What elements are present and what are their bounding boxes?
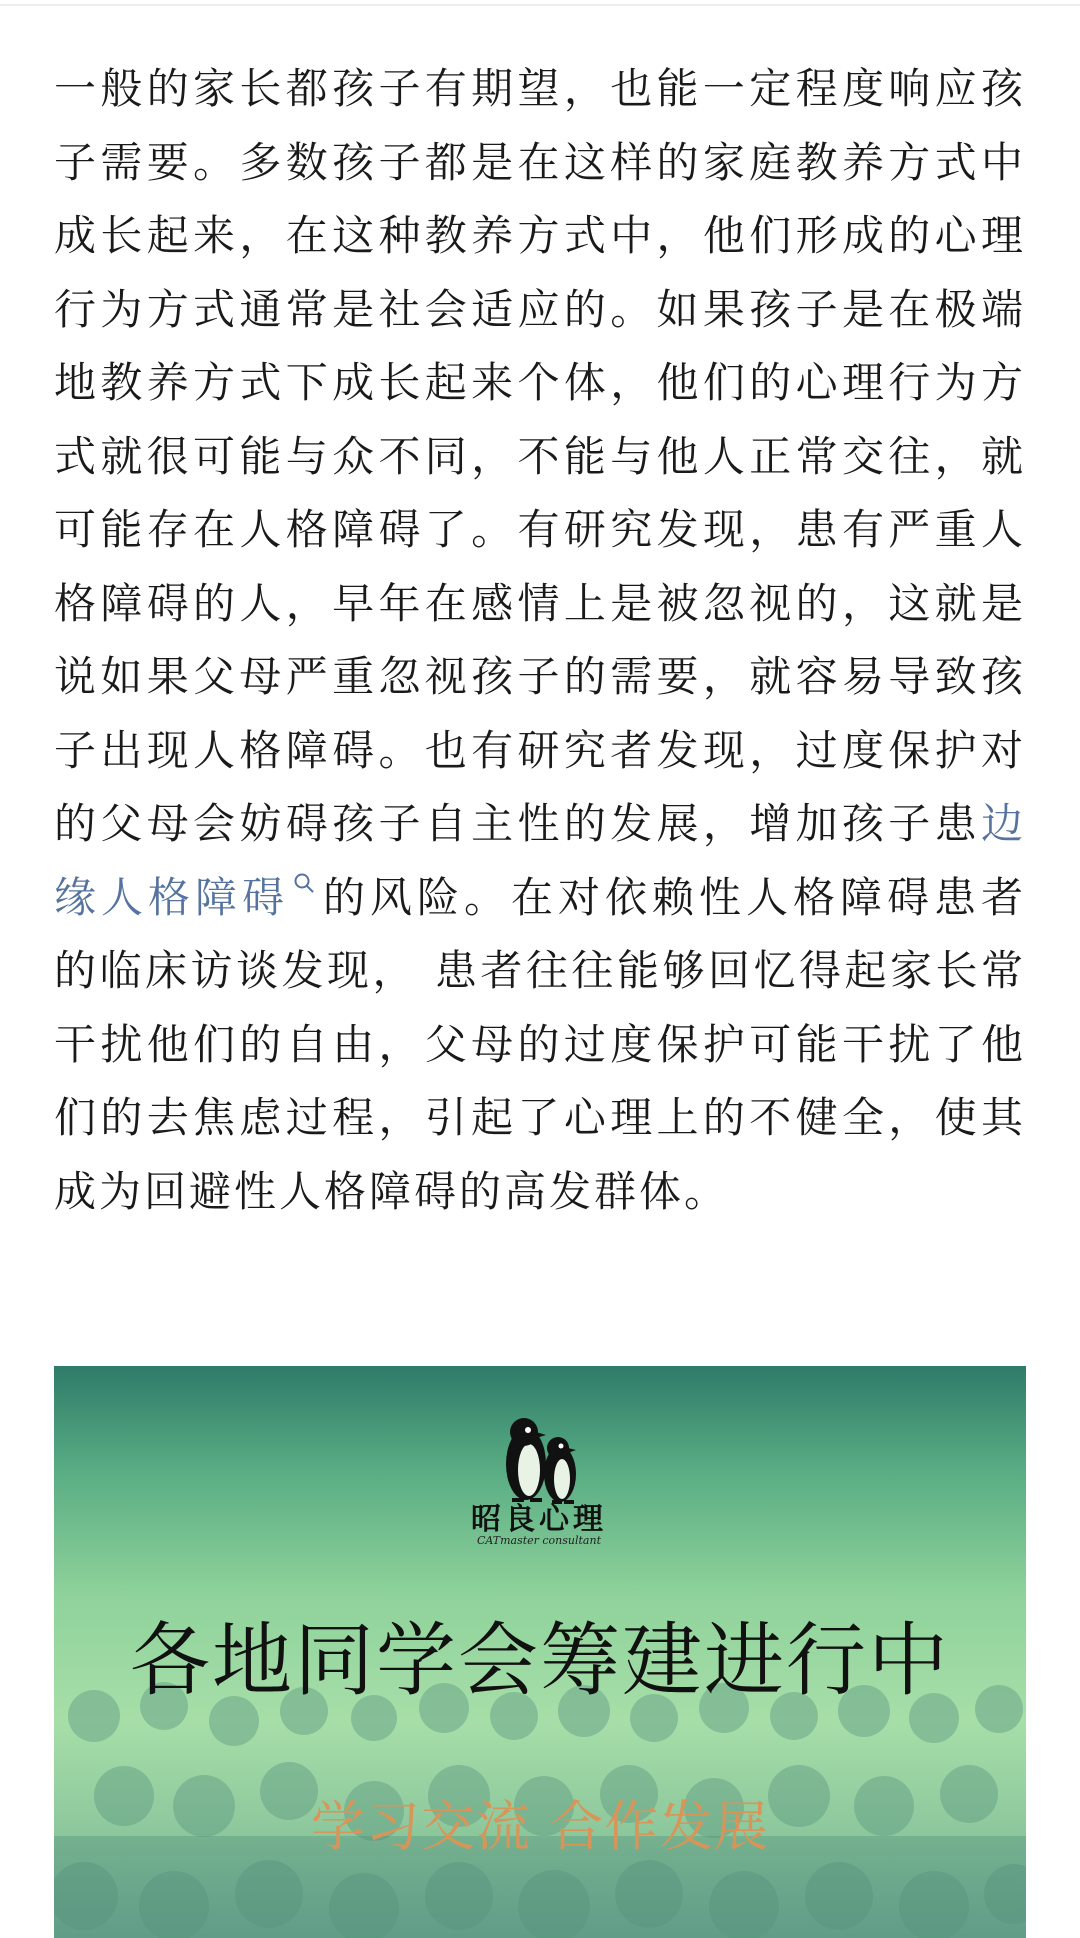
- promo-banner-image[interactable]: [54, 1366, 1026, 1938]
- article-paragraph: [54, 52, 1026, 1228]
- article-text-before-link: 一般的家长都孩子有期望，也能一定程度响应孩子需要。多数孩子都是在这样的家庭教养方式中成长起来，在这种教养方式中，他们形成的心理行为方式通常是社会适应的。如果孩子是在极端地教养方式下成长起来个体，他们的心理行为方式就很可能与众不同，不能与他人正常交往，就可能存在人格障碍了。有研究发现，患有严重人格障碍的人，早年在感情上是被忽视的，这就是说如果父母严重忽视孩子的需要，就容易导致孩子出现人格障碍。也有研究者发现，过度保护对的父母会妨碍孩子自主性的发展，增加孩子患: [54, 64, 1026, 848]
- logo-subtext: CATmaster consultant: [476, 1534, 601, 1547]
- top-divider: [0, 4, 1080, 6]
- banner-title: 各地同学会筹建进行中: [130, 1614, 950, 1707]
- banner-subtitle: 学习交流 合作发展: [310, 1795, 770, 1858]
- article-text-after-link: 的风险。在对依赖性人格障碍患者的临床访谈发现， 患者往往能够回忆得起家长常干扰他们的自由，父母的过度保护可能干扰了他们的去焦虑过程，引起了心理上的不健全，使其成为回避性人格障碍的高发群体。: [54, 872, 1026, 1216]
- search-icon[interactable]: [293, 872, 315, 894]
- logo-text: 昭良心理: [471, 1502, 607, 1537]
- keyword-link-text[interactable]: 边缘人格障碍: [54, 799, 1026, 922]
